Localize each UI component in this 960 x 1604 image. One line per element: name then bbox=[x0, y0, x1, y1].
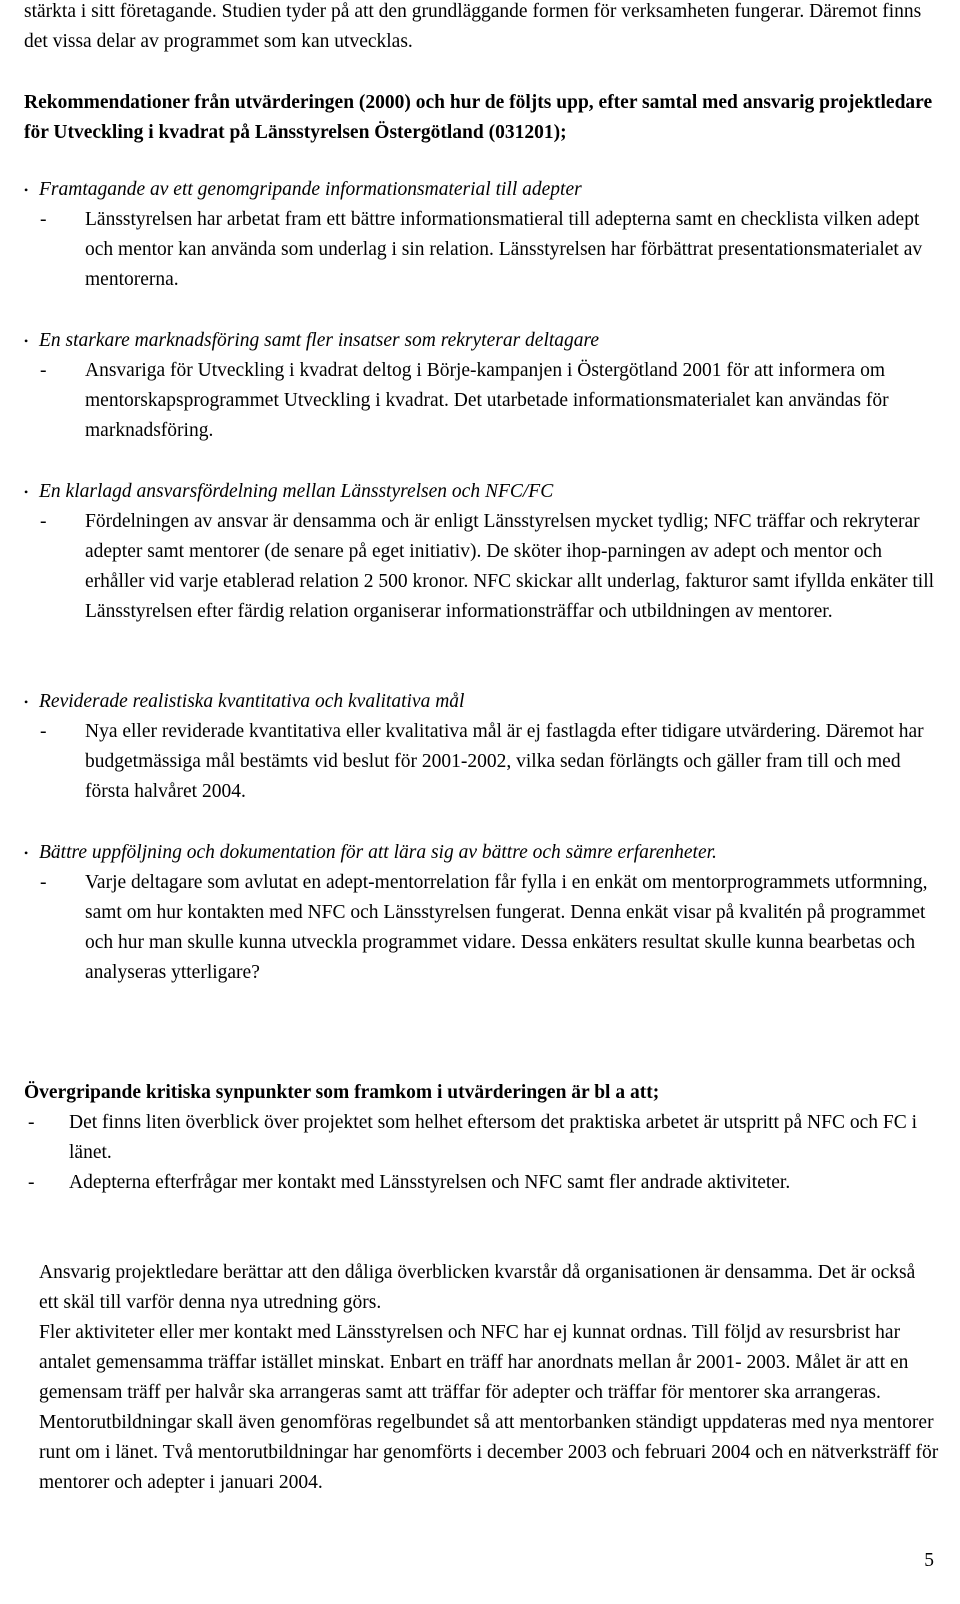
dash-marker: - bbox=[40, 721, 47, 742]
recommendations-heading: Rekommendationer från utvärderingen (2000) och hur de följts upp, efter samtal med ansvarig projektledare för Utveckling i kvadrat på Länsstyrelsen Östergötland (031201); bbox=[24, 92, 933, 143]
closing-paragraph: Ansvarig projektledare berättar att den dåliga överblicken kvarstår då organisationen är densamma. Det är också ett skäl till varför denna nya utredning görs. bbox=[39, 1262, 916, 1313]
criticism-list bbox=[0, 1108, 960, 1198]
bullet-icon: • bbox=[24, 334, 29, 348]
recommendation-title: • En starkare marknadsföring samt fler insatser som rekryterar deltagare bbox=[0, 326, 960, 356]
recommendation-response: - Fördelningen av ansvar är densamma och är enligt Länsstyrelsen mycket tydlig; NFC träffar och rekryterar adepter samt mentorer (de senare på eget initiativ). De sköter ihop-parningen av adept och mentor och erhåller vid varje etablerad relation 2 500 kronor. NFC skickar allt underlag, fakturor samt ifyllda enkäter till Länsstyrelsen efter färdig relation organiserar informationsträffar och utbildningen av mentorer. bbox=[0, 507, 945, 627]
bullet-icon: • bbox=[24, 846, 29, 860]
recommendation-response: - Ansvariga för Utveckling i kvadrat deltog i Börje-kampanjen i Östergötland 2001 för att informera om mentorskapsprogrammet Utveckling i kvadrat. Det utarbetade informationsmaterialet kan användas för marknadsföring. bbox=[0, 356, 945, 446]
page-number: 5 bbox=[924, 1550, 934, 1571]
recommendation-item bbox=[0, 326, 960, 446]
dash-marker: - bbox=[40, 360, 47, 381]
dash-marker: - bbox=[40, 872, 47, 893]
dash-marker: - bbox=[40, 209, 47, 230]
dash-marker: - bbox=[28, 1172, 35, 1193]
closing-paragraph: Fler aktiviteter eller mer kontakt med Länsstyrelsen och NFC har ej kunnat ordnas. Till följd av resursbrist har antalet gemensamma träffar istället minskat. Enbart en träff har anordnats mellan år 2001- 2003. Målet är att en gemensam träff per halvår ska arrangeras samt att träffar för adepter och träffar för mentorer ska arrangeras. Mentorutbildningar skall även genomföras regelbundet så att mentorbanken ständigt uppdateras med nya mentorer runt om i länet. Två mentorutbildningar har genomförts i december 2003 och februari 2004 och en nätverksträff för mentorer och adepter i januari 2004. bbox=[39, 1322, 939, 1493]
recommendation-item bbox=[0, 477, 960, 627]
recommendation-title: • Reviderade realistiska kvantitativa och kvalitativa mål bbox=[0, 687, 960, 717]
recommendation-title: • Framtagande av ett genomgripande informationsmaterial till adepter bbox=[0, 175, 960, 205]
criticism-heading: Övergripande kritiska synpunkter som framkom i utvärderingen är bl a att; bbox=[24, 1082, 660, 1103]
dash-marker: - bbox=[40, 511, 47, 532]
bullet-icon: • bbox=[24, 695, 29, 709]
bullet-icon: • bbox=[24, 183, 29, 197]
intro-paragraph: stärkta i sitt företagande. Studien tyder på att den grundläggande formen för verksamheten fungerar. Däremot finns det vissa delar av programmet som kan utvecklas. bbox=[24, 1, 922, 52]
recommendation-title: • En klarlagd ansvarsfördelning mellan Länsstyrelsen och NFC/FC bbox=[0, 477, 960, 507]
recommendation-response: - Länsstyrelsen har arbetat fram ett bättre informationsmatieral till adepterna samt en checklista vilken adept och mentor kan använda som underlag i sin relation. Länsstyrelsen har förbättrat presentationsmaterialet av mentorerna. bbox=[0, 205, 945, 295]
closing-section bbox=[39, 1258, 939, 1498]
dash-marker: - bbox=[28, 1112, 35, 1133]
recommendation-item bbox=[0, 175, 960, 295]
recommendation-item bbox=[0, 838, 960, 988]
recommendation-response: - Nya eller reviderade kvantitativa eller kvalitativa mål är ej fastlagda efter tidigare utvärdering. Däremot har budgetmässiga mål bestämts vid beslut för 2001-2002, vilka sedan förlängts och gäller fram till och med första halvåret 2004. bbox=[0, 717, 945, 807]
recommendation-item bbox=[0, 687, 960, 807]
recommendation-title: • Bättre uppföljning och dokumentation för att lära sig av bättre och sämre erfarenheter. bbox=[0, 838, 960, 868]
recommendation-response: - Varje deltagare som avlutat en adept-mentorrelation får fylla i en enkät om mentorprogrammets utformning, samt om hur kontakten med NFC och Länsstyrelsen fungerat. Denna enkät visar på kvalitén på programmet och hur man skulle kunna utveckla programmet vidare. Dessa enkäters resultat skulle kunna bearbetas och analyseras ytterligare? bbox=[0, 868, 945, 988]
criticism-item: - Adepterna efterfrågar mer kontakt med Länsstyrelsen och NFC samt fler andrade aktiviteter. bbox=[0, 1168, 939, 1198]
criticism-item: - Det finns liten överblick över projektet som helhet eftersom det praktiska arbetet är utspritt på NFC och FC i länet. bbox=[0, 1108, 939, 1168]
bullet-icon: • bbox=[24, 485, 29, 499]
